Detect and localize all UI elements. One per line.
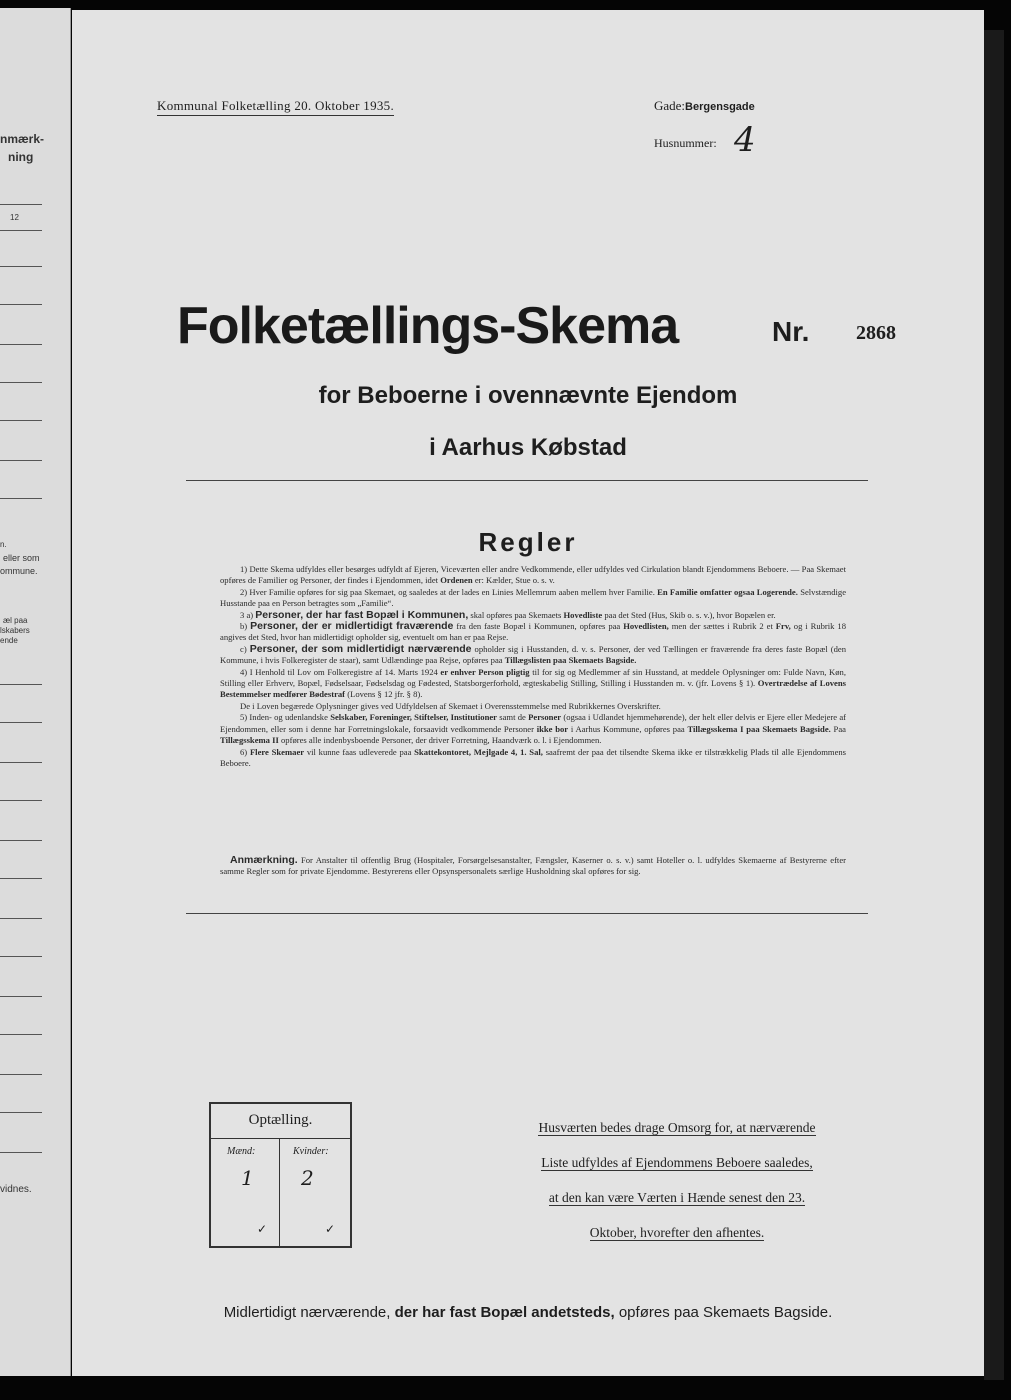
rule-2: 2) Hver Familie opføres for sig paa Skemaet, og saaledes at der lades en Linies Mellemrum aaben mellem hver Familie. En Familie omfatter ogsaa Logerende. Selvstændige Husstande paa en Person betragtes som „Familie“. bbox=[220, 586, 847, 609]
prev-page-rule bbox=[0, 840, 42, 841]
notice-line-3: at den kan være Værten i Hænde senest den 23. bbox=[548, 1190, 806, 1205]
rule-3c: c) Personer, der som midlertidigt nærværende opholder sig i Husstanden, d. v. s. Personer, der ved Tællingen er fraværende fra deres faste Bopæl (den Kommune, i hvis Folkeregister de staar), samt Udlændinge paa Rejse, opføres paa Tillægslisten paa Skemaets Bagside. bbox=[220, 642, 847, 666]
prev-page-text-anmaerk: nmærk- bbox=[0, 132, 45, 146]
prev-page-rule bbox=[0, 420, 42, 421]
rule-4-note: De i Loven begærede Oplysninger gives ved Udfyldelsen af Skemaet i Overensstemmelse med Rubrikkernes Overskrifter. bbox=[240, 700, 661, 711]
prev-page-rule bbox=[0, 344, 42, 345]
prev-page-rule bbox=[0, 722, 42, 723]
prev-page-col-number: 12 bbox=[10, 213, 19, 222]
rule-3b: b) Personer, der er midlertidigt fraværende fra den faste Bopæl i Kommunen, opføres paa Hovedlisten, men der sættes i Rubrik 2 et Frv, og i Rubrik 18 angives det Sted, hvor han midlertidigt opholder sig, eventuelt om han er paa Rejse. bbox=[220, 620, 846, 643]
form-title: Folketællings-Skema bbox=[177, 297, 679, 355]
prev-page-rule bbox=[0, 1152, 42, 1153]
prev-page-rule bbox=[0, 996, 42, 997]
check-mark-icon: ✓ bbox=[257, 1222, 268, 1236]
street-label: Gade: bbox=[654, 98, 686, 113]
prev-page-rule bbox=[0, 762, 42, 763]
prev-page-rule bbox=[0, 382, 42, 383]
form-subtitle-1: for Beboerne i ovennævnte Ejendom bbox=[318, 382, 738, 409]
prev-page-rule bbox=[0, 460, 42, 461]
check-mark-icon: ✓ bbox=[325, 1222, 336, 1236]
prev-page-text: n. bbox=[0, 540, 7, 549]
prev-page-rule bbox=[0, 1112, 42, 1113]
prev-page-rule bbox=[0, 800, 42, 801]
prev-page-rule bbox=[0, 498, 42, 499]
men-count: 1 bbox=[241, 1166, 254, 1190]
prev-page-text: vidnes. bbox=[0, 1184, 32, 1195]
women-count: 2 bbox=[301, 1166, 314, 1190]
prev-page-text: lskabers bbox=[0, 626, 30, 635]
prev-page-rule bbox=[0, 266, 42, 267]
prev-page-text: ommune. bbox=[0, 566, 38, 576]
prev-page-rule bbox=[0, 878, 42, 879]
remark-note bbox=[220, 855, 846, 878]
prev-page-rule bbox=[0, 204, 42, 205]
remark-label: Anmærkning. bbox=[230, 854, 298, 866]
landlord-notice bbox=[502, 1110, 852, 1250]
rules-text bbox=[220, 564, 846, 769]
prev-page-rule bbox=[0, 956, 42, 957]
rules-heading: Regler bbox=[478, 527, 578, 557]
prev-page-rule bbox=[0, 230, 42, 231]
rule-6: 6) Flere Skemaer vil kunne faas udleverede paa Skattekontoret, Mejlgade 4, 1. Sal, saafremt der paa det tilsendte Skema ikke er tilstrækkelig Plads til alle Ejendommens Beboere. bbox=[220, 746, 847, 768]
census-form-page bbox=[72, 10, 984, 1376]
women-label: Kvinder: bbox=[293, 1146, 329, 1157]
page-edge-shadow bbox=[984, 30, 1004, 1380]
divider-bottom bbox=[186, 913, 868, 914]
previous-page-edge bbox=[0, 8, 71, 1376]
house-number-value: 4 bbox=[734, 120, 756, 160]
divider-top bbox=[186, 480, 868, 481]
remark-text: For Anstalter til offentlig Brug (Hospitaler, Forsørgelsesanstalter, Fængsler, Kaserner o. s. v.) samt Hoteller o. l. udfyldes Skemaerne af Bestyrerne efter samme Regler som for private Ejendomme. Bestyrerens eller Opsynspersonalets særlige Husholdning skal opføres for sig. bbox=[220, 855, 846, 877]
rule-5: 5) Inden- og udenlandske Selskaber, Foreninger, Stiftelser, Institutioner samt de Personer (ogsaa i Udlandet hjemmehørende), der helt eller delvis er Ejere eller Medejere af Ejendommen, eller som i denne har Forretningslokale, forsaavidt vedkommende Personer ikke bor i Aarhus Kommune, opføres paa Tillægsskema I paa Skemaets Bagside. Paa Tillægsskema II opføres alle indenbysboende Personer, der driver Forretning, Haandværk o. l. i Ejendommen. bbox=[220, 712, 846, 746]
form-number-label: Nr. bbox=[772, 316, 810, 347]
count-title: Optælling. bbox=[248, 1112, 313, 1128]
count-box-divider bbox=[211, 1138, 350, 1139]
prev-page-text: eller som bbox=[3, 553, 40, 563]
men-label: Mænd: bbox=[227, 1146, 256, 1157]
prev-page-rule bbox=[0, 684, 42, 685]
rule-3a: 3 a) Personer, der har fast Bopæl i Kommunen, skal opføres paa Skemaets Hovedliste paa det Sted (Hus, Skib o. s. v.), hvor Bopælen er. bbox=[240, 608, 776, 621]
prev-page-rule bbox=[0, 304, 42, 305]
prev-page-text: æl paa bbox=[3, 616, 28, 625]
form-subtitle-2: i Aarhus Købstad bbox=[429, 434, 627, 461]
count-box-column-divider bbox=[279, 1138, 280, 1246]
census-header: Kommunal Folketælling 20. Oktober 1935. bbox=[157, 98, 394, 116]
count-box bbox=[209, 1102, 352, 1248]
notice-line-2: Liste udfyldes af Ejendommens Beboere saaledes, bbox=[541, 1155, 813, 1170]
notice-line-1: Husværten bedes drage Omsorg for, at nærværende bbox=[538, 1120, 816, 1135]
prev-page-text-ning: ning bbox=[8, 150, 34, 164]
prev-page-rule bbox=[0, 1034, 42, 1035]
prev-page-rule bbox=[0, 918, 42, 919]
notice-line-4: Oktober, hvorefter den afhentes. bbox=[589, 1225, 765, 1240]
prev-page-text: ende bbox=[0, 636, 18, 645]
form-number-value: 2868 bbox=[856, 322, 896, 344]
house-number-label: Husnummer: bbox=[654, 136, 717, 150]
rule-4: 4) I Henhold til Lov om Folkeregistre af 14. Marts 1924 er enhver Person pligtig til for sig og Medlemmer af sin Husstand, at meddele Oplysninger om: Fulde Navn, Køn, Stilling eller Erhverv, Bopæl, Fødselsaar, Fødselsdag og Fødested, Statsborgerforhold, ægteskabelig Stilling, Stilling i Husstanden m. v. (jfr. Lovens § 1). Overtrædelse af Lovens Bestemmelser medfører Bødestraf (Lovens § 12 jfr. § 8). bbox=[220, 666, 846, 700]
rule-1: 1) Dette Skema udfyldes eller besørges udfyldt af Ejeren, Viceværten eller andre Vedkommende, eller udfyldes ved Cirkulation blandt Ejendommens Beboere. — Paa Skemaet opføres de Familier og Personer, der findes i Ejendommen, idet Ordenen er: Kælder, Stue o. s. v. bbox=[220, 564, 846, 586]
footer-note: Midlertidigt nærværende, der har fast Bopæl andetsteds, opføres paa Skemaets Bagside. bbox=[223, 1304, 833, 1321]
street-value: Bergensgade bbox=[685, 101, 755, 113]
prev-page-rule bbox=[0, 1074, 42, 1075]
street-field bbox=[654, 98, 755, 114]
